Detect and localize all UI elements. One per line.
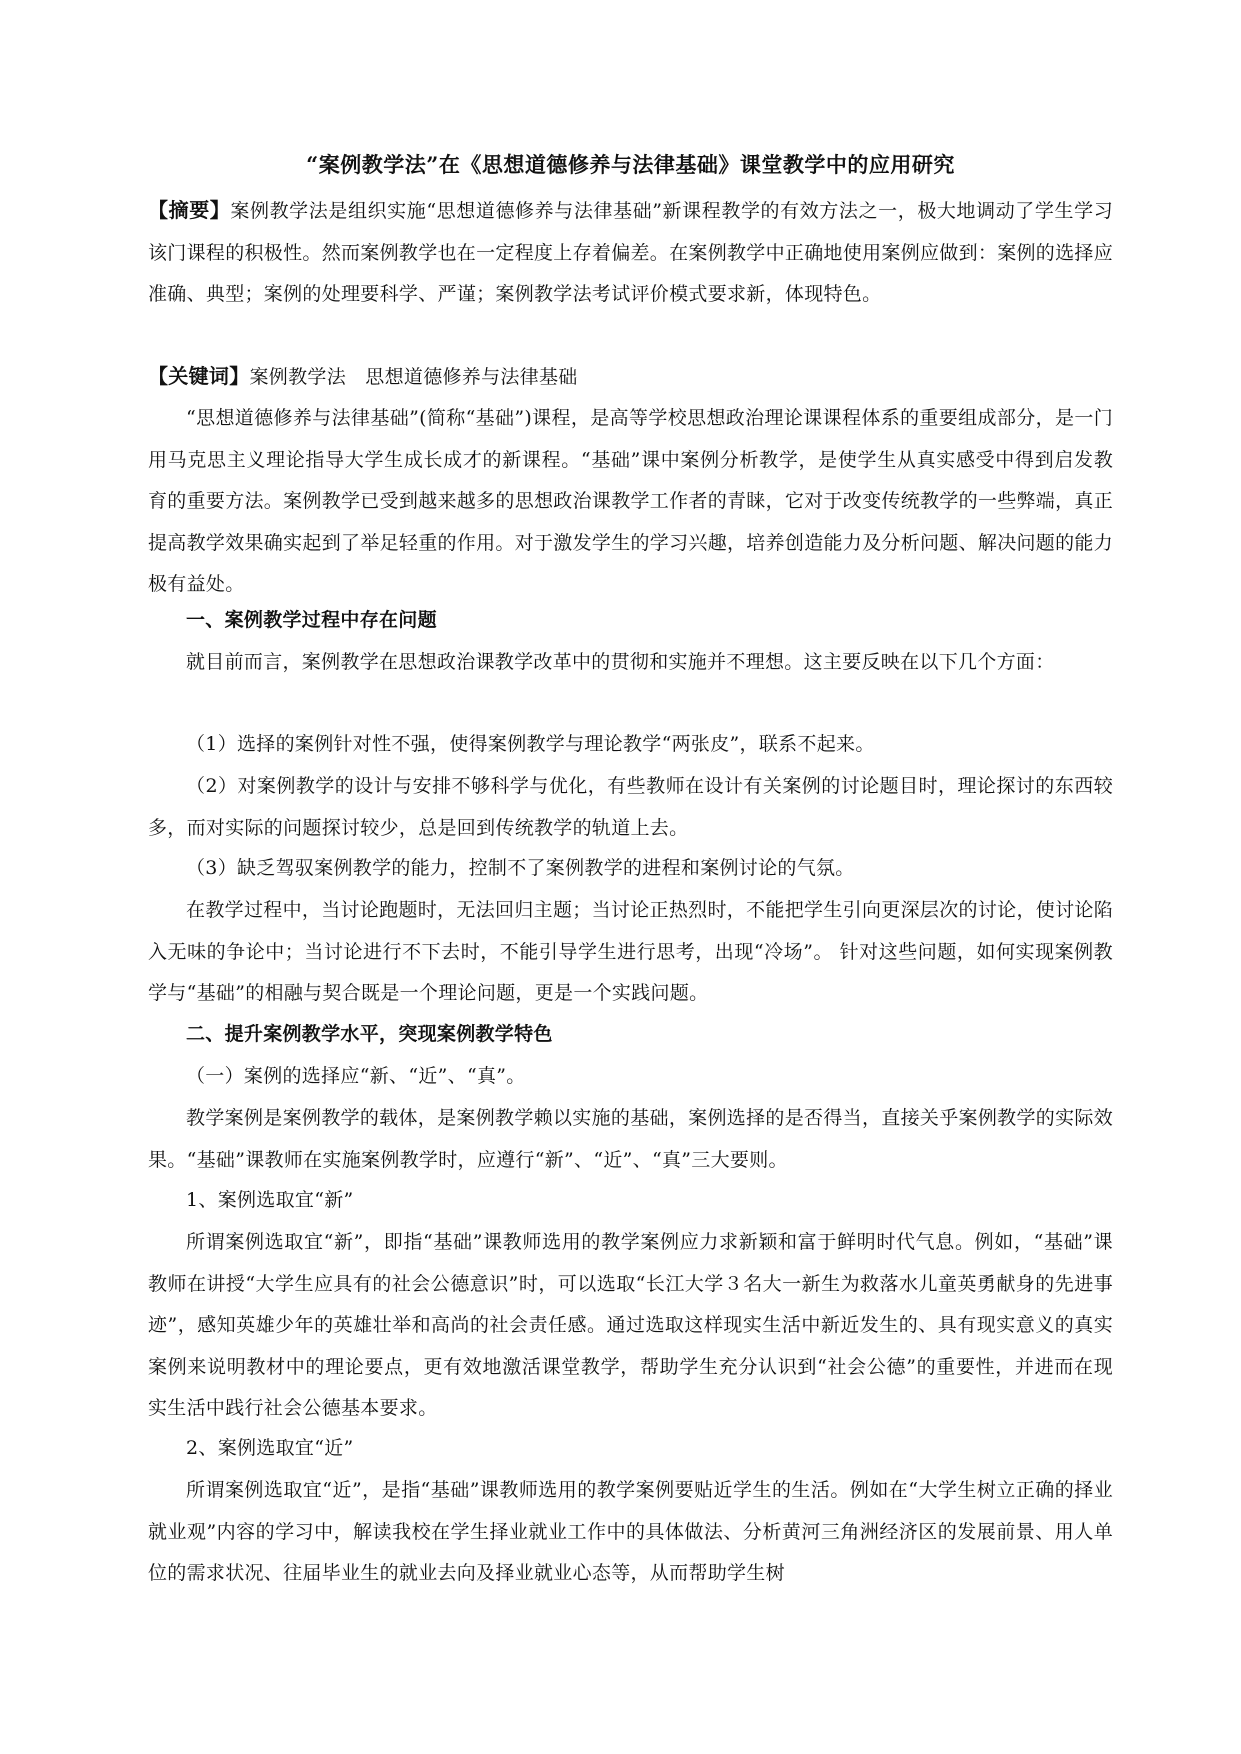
keywords-label: 【关键词】 [148,364,250,388]
list-item-2: （2）对案例教学的设计与安排不够科学与优化，有些教师在设计有关案例的讨论题目时，理论探讨的东西较多，而对实际的问题探讨较少，总是回到传统教学的轨道上去。 [148,775,1113,839]
list-item-1: （1）选择的案例针对性不强，使得案例教学与理论教学“两张皮”，联系不起来。 [186,733,875,755]
paragraph-new: 所谓案例选取宜“新”，即指“基础”课教师选用的教学案例应力求新颖和富于鲜明时代气息。例如，“基础”课教师在讲授“大学生应具有的社会公德意识”时，可以选取“长江大学３名大一新生为救落水儿童英勇献身的先进事迹”，感知英雄少年的英雄壮举和高尚的社会责任感。通过选取这样现实生活中新近发生的、具有现实意义的真实案例来说明教材中的理论要点，更有效地激活课堂教学，帮助学生充分认识到“社会公德”的重要性，并进而在现实生活中践行社会公德基本要求。 [148,1231,1113,1419]
section-heading-1: 一、案例教学过程中存在问题 [186,609,437,631]
paragraph-intro: “思想道德修养与法律基础”(简称“基础”)课程，是高等学校思想政治理论课课程体系的重要组成部分，是一门用马克思主义理论指导大学生成长成才的新课程。“基础”课中案例分析教学，是使学生从真实感受中得到启发教育的重要方法。案例教学已受到越来越多的思想政治课教学工作者的青睐，它对于改变传统教学的一些弊端，真正提高教学效果确实起到了举足轻重的作用。对于激发学生的学习兴趣，培养创造能力及分析问题、解决问题的能力极有益处。 [148,407,1114,595]
paragraph-current-situation: 就目前而言，案例教学在思想政治课教学改革中的贯彻和实施并不理想。这主要反映在以下几个方面： [186,651,1055,673]
keywords-text: 案例教学法 思想道德修养与法律基础 [249,366,578,388]
paragraph-case-carrier: 教学案例是案例教学的载体，是案例教学赖以实施的基础，案例选择的是否得当，直接关乎案例教学的实际效果。“基础”课教师在实施案例教学时，应遵行“新”、“近”、“真”三大要则。 [148,1107,1113,1171]
page-title: “案例教学法”在《思想道德修养与法律基础》课堂教学中的应用研究 [306,152,955,177]
point-heading-new: 1、案例选取宜“新” [186,1189,354,1211]
paragraph-near: 所谓案例选取宜“近”，是指“基础”课教师选用的教学案例要贴近学生的生活。例如在“大学生树立正确的择业就业观”内容的学习中，解读我校在学生择业就业工作中的具体做法、分析黄河三角洲经济区的发展前景、用人单位的需求状况、往届毕业生的就业去向及择业就业心态等，从而帮助学生树 [148,1479,1113,1584]
document-page [148,0,1113,1754]
point-heading-near: 2、案例选取宜“近” [186,1437,354,1459]
abstract-label: 【摘要】 [148,198,231,222]
keywords [148,356,1113,399]
paragraph-discussion: 在教学过程中，当讨论跑题时，无法回归主题；当讨论正热烈时，不能把学生引向更深层次的讨论，使讨论陷入无味的争论中；当讨论进行不下去时，不能引导学生进行思考，出现“冷场”。 针对这些问题，如何实现案例教学与“基础”的相融与契合既是一个理论问题，更是一个实践问题。 [148,899,1113,1004]
abstract [148,190,1113,316]
list-item-3: （3）缺乏驾驭案例教学的能力，控制不了案例教学的进程和案例讨论的气氛。 [186,857,855,879]
section-heading-2: 二、提升案例教学水平，突现案例教学特色 [186,1023,553,1045]
subsection-heading-1: （一）案例的选择应“新、“近”、“真”。 [186,1065,526,1087]
abstract-text: 案例教学法是组织实施“思想道德修养与法律基础”新课程教学的有效方法之一，极大地调动了学生学习该门课程的积极性。然而案例教学也在一定程度上存着偏差。在案例教学中正确地使用案例应做到：案例的选择应准确、典型；案例的处理要科学、严谨；案例教学法考试评价模式要求新，体现特色。 [148,200,1114,305]
